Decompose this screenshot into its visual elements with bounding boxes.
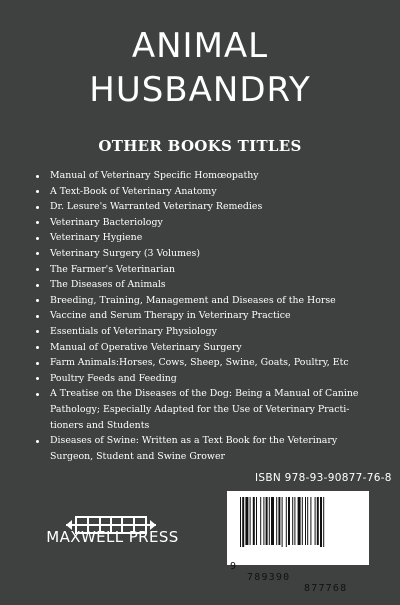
book-title-item: Veterinary Hygiene xyxy=(36,230,366,246)
book-title-item: A Treatise on the Diseases of the Dog: Being a Manual of Canine Pathology; Especially Adapted for the Use of Veterinary Practi-tioners and Students xyxy=(36,386,366,433)
barcode-bar xyxy=(260,497,261,545)
barcode-bar xyxy=(253,497,255,545)
book-title xyxy=(0,24,400,112)
barcode-bar xyxy=(302,497,303,545)
book-title-item: Manual of Operative Veterinary Surgery xyxy=(36,340,366,356)
book-title-item: Veterinary Surgery (3 Volumes) xyxy=(36,246,366,262)
barcode xyxy=(227,491,369,594)
barcode-bar xyxy=(286,497,287,547)
barcode-bar xyxy=(298,497,301,545)
book-title-item: Diseases of Swine: Written as a Text Book for the Veterinary Surgeon, Student and Swine Grower xyxy=(36,433,366,464)
title-line-2: HUSBANDRY xyxy=(89,70,311,110)
barcode-bar xyxy=(305,497,306,545)
other-titles-list xyxy=(36,168,366,464)
barcode-bar xyxy=(320,497,322,547)
barcode-bar xyxy=(240,497,241,547)
barcode-bar xyxy=(276,497,277,545)
barcode-bar xyxy=(278,497,280,545)
barcode-bar xyxy=(266,497,268,545)
barcode-bar xyxy=(269,497,270,545)
barcode-digits xyxy=(227,550,369,605)
barcode-bar xyxy=(271,497,274,545)
book-title-item: The Diseases of Animals xyxy=(36,277,366,293)
barcode-bar xyxy=(263,497,264,545)
barcode-bar xyxy=(323,497,324,547)
book-title-item: Breeding, Training, Management and Diseases of the Horse xyxy=(36,293,366,309)
barcode-lead-digit: 9 xyxy=(230,561,237,572)
barcode-bar xyxy=(282,497,283,547)
barcode-bar xyxy=(294,497,295,545)
title-line-1: ANIMAL xyxy=(131,26,269,66)
book-title-item: Manual of Veterinary Specific Homœopathy xyxy=(36,168,366,184)
barcode-bar xyxy=(307,497,308,545)
barcode-bars xyxy=(239,497,357,547)
barcode-right-group: 877768 xyxy=(304,583,348,594)
other-titles-heading: OTHER BOOKS TITLES xyxy=(98,137,302,155)
book-title-item: The Farmer's Veterinarian xyxy=(36,262,366,278)
book-title-item: Farm Animals:Horses, Cows, Sheep, Swine, Goats, Poultry, Etc xyxy=(36,355,366,371)
barcode-left-group: 789390 xyxy=(247,572,291,583)
book-title-item: Dr. Lesure's Warranted Veterinary Remedies xyxy=(36,199,366,215)
barcode-bar xyxy=(250,497,251,545)
barcode-bar xyxy=(317,497,319,545)
barcode-bar xyxy=(256,497,257,545)
barcode-bar xyxy=(288,497,290,545)
book-title-item: A Text-Book of Veterinary Anatomy xyxy=(36,184,366,200)
barcode-bar xyxy=(315,497,316,545)
barcode-bar xyxy=(292,497,293,545)
book-title-item: Poultry Feeds and Feeding xyxy=(36,371,366,387)
barcode-bar xyxy=(310,497,311,545)
barcode-bar xyxy=(242,497,244,547)
book-title-item: Veterinary Bacteriology xyxy=(36,215,366,231)
publisher-name: MAXWELL PRESS xyxy=(46,528,179,546)
book-title-item: Vaccine and Serum Therapy in Veterinary Practice xyxy=(36,308,366,324)
barcode-bar xyxy=(245,497,248,545)
book-title-item: Essentials of Veterinary Physiology xyxy=(36,324,366,340)
isbn-label: ISBN 978-93-90877-76-8 xyxy=(255,472,392,484)
